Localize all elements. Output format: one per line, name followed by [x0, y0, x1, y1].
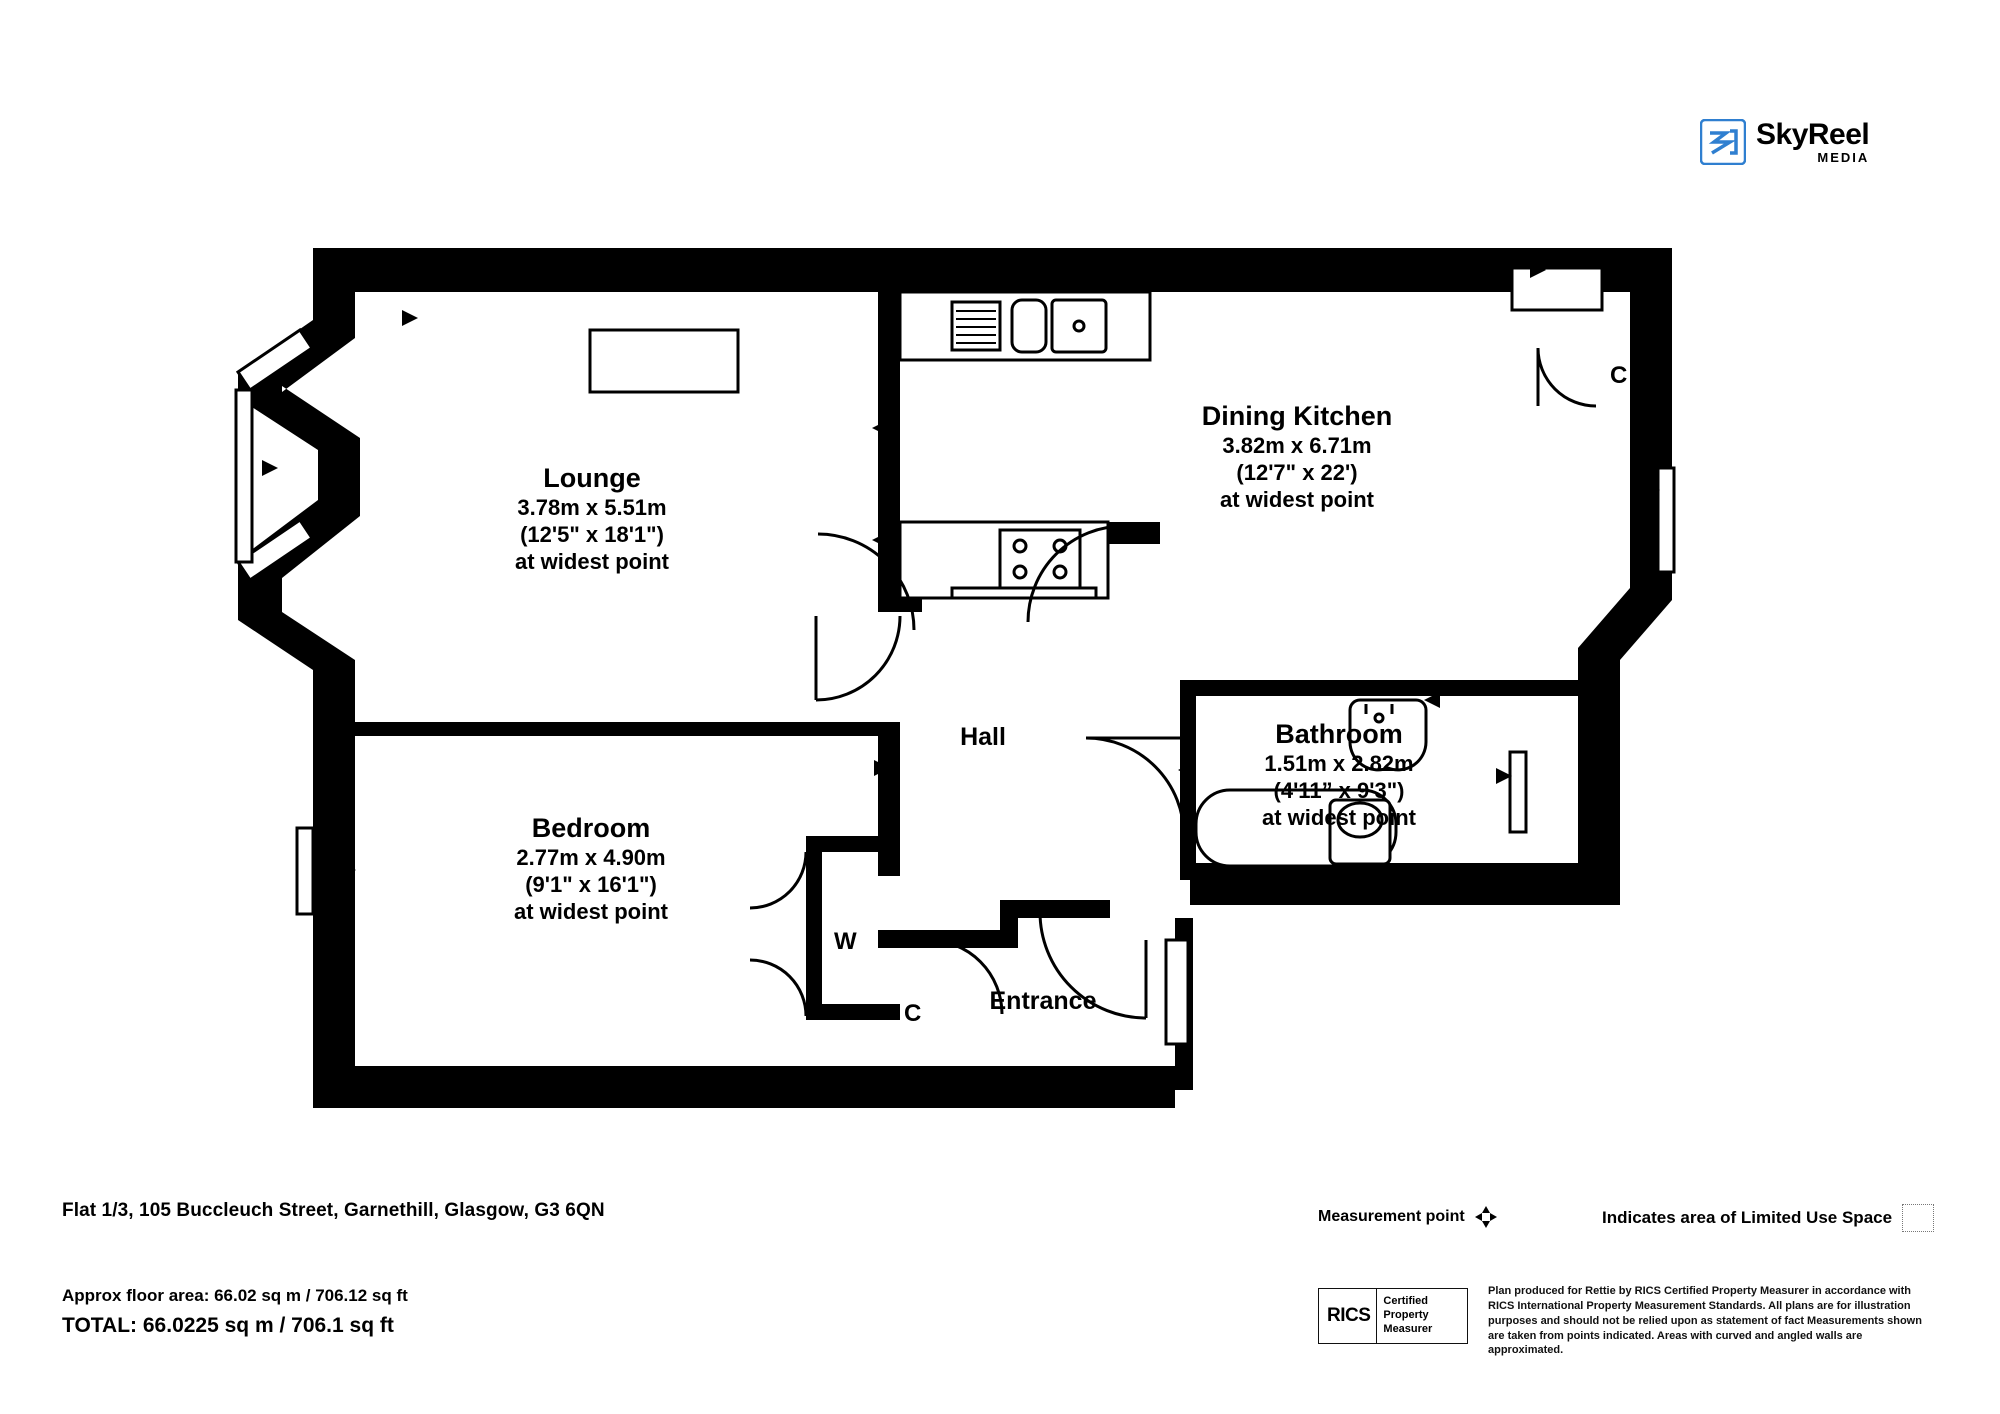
room-label-bedroom [460, 812, 722, 925]
rics-certified-line1: Certified [1383, 1295, 1429, 1308]
limited-use-swatch [1902, 1204, 1934, 1232]
marker-cupboard-hall: C [904, 1000, 922, 1027]
room-dim-metric-lounge: 3.78m x 5.51m [517, 494, 667, 520]
footer [0, 1180, 2000, 1414]
room-note-lounge: at widest point [515, 548, 669, 574]
area-total: TOTAL: 66.0225 sq m / 706.1 sq ft [62, 1314, 394, 1337]
plan-disclaimer: Plan produced for Rettie by RICS Certified Property Measurer in accordance with RICS International Property Measurement Standards. All plans are for illustration purposes and should not be relied upon as statement of fact Measurements shown are taken from points indicated. Areas with curved and angled walls are approximated. [1488, 1285, 1922, 1357]
room-dim-imperial-lounge: (12'5" x 18'1") [520, 521, 664, 547]
brand-name: SkyReel [1756, 118, 1870, 151]
brand-subname: MEDIA [1817, 150, 1870, 165]
room-name-bathroom: Bathroom [1275, 719, 1403, 749]
room-label-entrance [948, 986, 1138, 1017]
room-name-hall: Hall [960, 723, 1006, 751]
limited-use-legend [1602, 1204, 1934, 1232]
room-name-lounge: Lounge [543, 463, 641, 493]
room-label-dining-kitchen [1152, 400, 1442, 513]
rics-mark: RICS [1327, 1305, 1371, 1326]
room-note-dining-kitchen: at widest point [1220, 486, 1374, 512]
measurement-point-legend [1318, 1204, 1499, 1230]
limited-use-label: Indicates area of Limited Use Space [1602, 1208, 1893, 1227]
room-dim-imperial-bedroom: (9'1" x 16'1") [525, 871, 657, 897]
marker-cupboard-kitchen: C [1610, 362, 1628, 389]
room-dim-imperial-bathroom: (4'11” x 9'3") [1273, 777, 1405, 803]
room-name-dining-kitchen: Dining Kitchen [1201, 401, 1393, 431]
room-dim-metric-dining-kitchen: 3.82m x 6.71m [1222, 432, 1372, 458]
room-dim-metric-bathroom: 1.51m x 2.82m [1264, 750, 1414, 776]
room-dim-imperial-dining-kitchen: (12'7" x 22') [1236, 459, 1358, 485]
rics-badge [1318, 1288, 1468, 1344]
rics-certified-text [1376, 1289, 1438, 1343]
property-address: Flat 1/3, 105 Buccleuch Street, Garnethill, Glasgow, G3 6QN [62, 1200, 605, 1221]
area-approx: Approx floor area: 66.02 sq m / 706.12 sq ft [62, 1286, 408, 1305]
measurement-point-icon [1473, 1204, 1499, 1230]
floorplan-walls [236, 248, 1674, 1108]
lounge-chimney [590, 330, 738, 392]
room-name-bedroom: Bedroom [531, 813, 651, 843]
room-label-lounge [462, 462, 722, 575]
marker-wardrobe-bedroom: W [834, 928, 857, 955]
room-name-entrance: Entrance [989, 987, 1097, 1015]
hob-unit [900, 522, 1108, 598]
room-note-bedroom: at widest point [514, 898, 668, 924]
room-note-bathroom: at widest point [1262, 804, 1416, 830]
rics-certified-line2: Property [1383, 1309, 1429, 1322]
rics-certified-line3: Measurer [1383, 1322, 1433, 1335]
measurement-point-label: Measurement point [1318, 1208, 1465, 1225]
room-dim-metric-bedroom: 2.77m x 4.90m [516, 844, 666, 870]
room-label-bathroom [1196, 718, 1482, 831]
kitchen-fittings [900, 292, 1150, 360]
room-label-hall [918, 722, 1048, 753]
